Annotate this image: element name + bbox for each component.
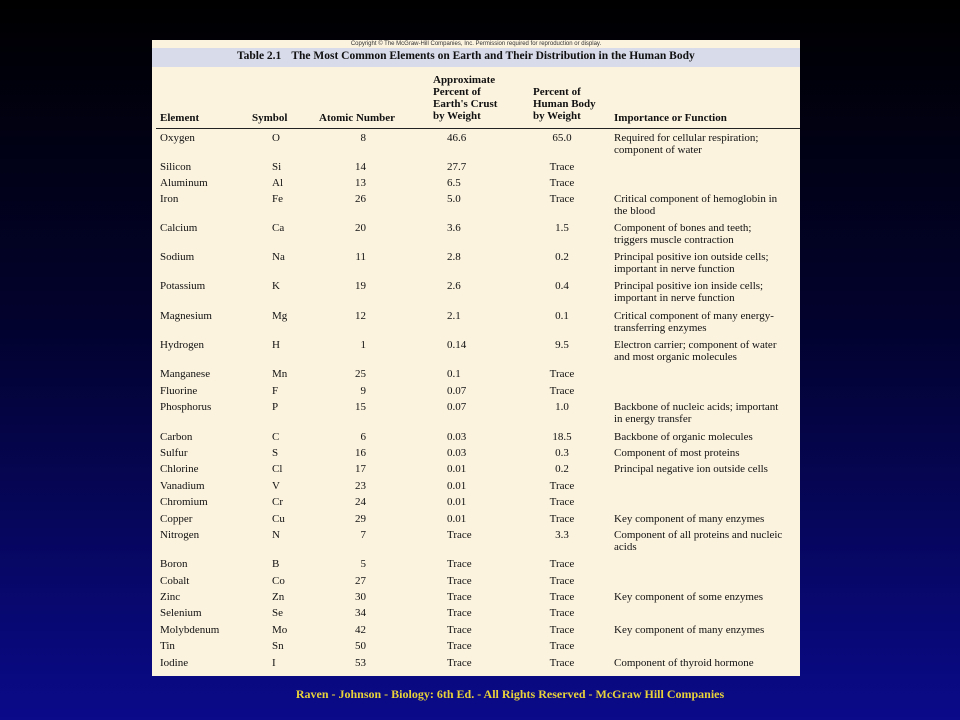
cell-element: Iodine: [160, 657, 189, 669]
cell-function: Principal negative ion outside cells: [614, 463, 768, 475]
column-header-earth-crust: Approximate Percent of Earth's Crust by Weight: [433, 74, 498, 122]
slide-footer: Raven - Johnson - Biology: 6th Ed. - All Rights Reserved - McGraw Hill Companies: [295, 687, 725, 701]
cell-element: Zinc: [160, 591, 181, 603]
cell-symbol: Sn: [272, 640, 284, 652]
cell-element: Tin: [160, 640, 175, 652]
cell-human-body: 0.3: [555, 447, 569, 459]
cell-symbol: B: [272, 558, 280, 570]
cell-atomic-number: 50: [355, 640, 366, 652]
cell-human-body: Trace: [549, 657, 575, 669]
cell-atomic-number: 19: [355, 280, 366, 292]
cell-symbol: Cl: [272, 463, 283, 475]
cell-symbol: P: [272, 401, 279, 413]
cell-function: Component of all proteins and nucleic acids: [614, 529, 783, 553]
cell-element: Copper: [160, 513, 193, 525]
cell-element: Potassium: [160, 280, 206, 292]
cell-earth-crust: 2.8: [447, 251, 461, 263]
cell-element: Cobalt: [160, 575, 190, 587]
cell-element: Oxygen: [160, 132, 195, 144]
cell-element: Silicon: [160, 161, 192, 173]
cell-function: Key component of many enzymes: [614, 624, 765, 636]
cell-earth-crust: 46.6: [447, 132, 467, 144]
cell-function: Critical component of many energy- transferring enzymes: [614, 310, 774, 334]
table-title: [237, 50, 695, 62]
cell-atomic-number: 17: [355, 463, 366, 475]
cell-atomic-number: 27: [355, 575, 366, 587]
column-header-symbol: Symbol: [252, 112, 288, 124]
cell-element: Aluminum: [160, 177, 208, 189]
cell-human-body: 0.1: [555, 310, 569, 322]
cell-symbol: K: [272, 280, 280, 292]
cell-function: Principal positive ion outside cells; important in nerve function: [614, 251, 769, 275]
cell-earth-crust: Trace: [447, 591, 472, 603]
cell-human-body: Trace: [549, 368, 575, 380]
cell-atomic-number: 42: [355, 624, 366, 636]
cell-earth-crust: 0.01: [447, 480, 467, 492]
header-rule: [156, 128, 800, 129]
cell-earth-crust: 27.7: [447, 161, 467, 173]
cell-symbol: Mg: [272, 310, 288, 322]
cell-element: Sulfur: [160, 447, 188, 459]
copyright-notice: Copyright © The McGraw-Hill Companies, Inc. Permission required for reproduction or display.: [350, 41, 602, 47]
cell-element: Fluorine: [160, 385, 198, 397]
cell-human-body: Trace: [549, 385, 575, 397]
cell-atomic-number: 9: [360, 385, 366, 397]
cell-human-body: Trace: [549, 607, 575, 619]
cell-element: Boron: [160, 558, 188, 570]
cell-human-body: Trace: [549, 640, 575, 652]
cell-atomic-number: 24: [355, 496, 366, 508]
table-image: [152, 40, 800, 676]
cell-atomic-number: 5: [360, 558, 366, 570]
cell-earth-crust: 5.0: [447, 193, 461, 205]
cell-function: Key component of many enzymes: [614, 513, 765, 525]
cell-atomic-number: 30: [355, 591, 366, 603]
cell-human-body: 1.0: [555, 401, 569, 413]
cell-earth-crust: 6.5: [447, 177, 461, 189]
cell-atomic-number: 25: [355, 368, 366, 380]
cell-human-body: 1.5: [555, 222, 569, 234]
cell-element: Sodium: [160, 251, 195, 263]
cell-human-body: Trace: [549, 624, 575, 636]
cell-element: Chromium: [160, 496, 208, 508]
cell-human-body: 9.5: [555, 339, 569, 351]
cell-element: Hydrogen: [160, 339, 204, 351]
cell-earth-crust: 0.1: [447, 368, 461, 380]
cell-human-body: 3.3: [555, 529, 569, 541]
cell-earth-crust: 0.14: [447, 339, 467, 351]
cell-earth-crust: Trace: [447, 529, 472, 541]
cell-element: Molybdenum: [160, 624, 220, 636]
cell-element: Vanadium: [160, 480, 205, 492]
cell-symbol: Al: [272, 177, 283, 189]
cell-function: Backbone of organic molecules: [614, 431, 753, 443]
cell-earth-crust: 2.6: [447, 280, 461, 292]
cell-human-body: Trace: [549, 161, 575, 173]
cell-human-body: 65.0: [552, 132, 572, 144]
cell-earth-crust: Trace: [447, 558, 472, 570]
cell-symbol: N: [272, 529, 280, 541]
cell-earth-crust: 0.01: [447, 463, 467, 475]
cell-symbol: V: [272, 480, 280, 492]
cell-human-body: 0.2: [555, 251, 569, 263]
cell-symbol: S: [272, 447, 279, 459]
cell-earth-crust: 0.03: [447, 431, 467, 443]
cell-function: Critical component of hemoglobin in the blood: [614, 193, 778, 217]
cell-human-body: Trace: [549, 480, 575, 492]
cell-symbol: O: [272, 132, 280, 144]
cell-symbol: Cr: [272, 496, 283, 508]
cell-earth-crust: 0.01: [447, 496, 467, 508]
cell-human-body: Trace: [549, 496, 575, 508]
cell-atomic-number: 26: [355, 193, 366, 205]
cell-atomic-number: 11: [355, 251, 366, 263]
cell-atomic-number: 13: [355, 177, 366, 189]
cell-element: Phosphorus: [160, 401, 212, 413]
cell-atomic-number: 7: [360, 529, 366, 541]
cell-human-body: 0.2: [555, 463, 569, 475]
cell-symbol: Ca: [272, 222, 285, 234]
cell-symbol: C: [272, 431, 280, 443]
cell-atomic-number: 34: [355, 607, 366, 619]
cell-human-body: Trace: [549, 513, 575, 525]
cell-earth-crust: Trace: [447, 624, 472, 636]
cell-element: Manganese: [160, 368, 211, 380]
cell-function: Required for cellular respiration; component of water: [614, 132, 759, 156]
cell-atomic-number: 20: [355, 222, 366, 234]
column-header-function: Importance or Function: [614, 112, 727, 124]
cell-symbol: Si: [272, 161, 282, 173]
cell-human-body: Trace: [549, 591, 575, 603]
cell-symbol: F: [272, 385, 279, 397]
cell-symbol: Zn: [272, 591, 285, 603]
cell-atomic-number: 29: [355, 513, 366, 525]
cell-atomic-number: 14: [355, 161, 366, 173]
cell-symbol: Se: [272, 607, 283, 619]
cell-atomic-number: 6: [360, 431, 366, 443]
cell-atomic-number: 23: [355, 480, 366, 492]
cell-symbol: I: [272, 657, 276, 669]
table-number: Table 2.1: [237, 50, 282, 62]
cell-human-body: Trace: [549, 558, 575, 570]
table-title-text: The Most Common Elements on Earth and Their Distribution in the Human Body: [291, 50, 695, 62]
cell-function: Principal positive ion inside cells; important in nerve function: [614, 280, 764, 304]
cell-earth-crust: 0.01: [447, 513, 467, 525]
cell-function: Electron carrier; component of water and most organic molecules: [614, 339, 777, 363]
cell-symbol: Na: [272, 251, 285, 263]
cell-symbol: Mn: [272, 368, 288, 380]
cell-earth-crust: Trace: [447, 657, 472, 669]
cell-human-body: Trace: [549, 575, 575, 587]
cell-symbol: Mo: [272, 624, 288, 636]
cell-human-body: 18.5: [552, 431, 572, 443]
cell-atomic-number: 53: [355, 657, 366, 669]
cell-symbol: H: [272, 339, 280, 351]
cell-earth-crust: 2.1: [447, 310, 461, 322]
cell-element: Chlorine: [160, 463, 199, 475]
cell-earth-crust: 0.07: [447, 401, 467, 413]
cell-earth-crust: 0.03: [447, 447, 467, 459]
cell-element: Calcium: [160, 222, 198, 234]
cell-human-body: 0.4: [555, 280, 569, 292]
cell-element: Selenium: [160, 607, 202, 619]
cell-function: Component of thyroid hormone: [614, 657, 754, 669]
cell-earth-crust: Trace: [447, 575, 472, 587]
column-header-atomic-number: Atomic Number: [319, 112, 396, 124]
cell-earth-crust: 3.6: [447, 222, 461, 234]
cell-function: Component of most proteins: [614, 447, 740, 459]
cell-element: Nitrogen: [160, 529, 200, 541]
cell-function: Backbone of nucleic acids; important in energy transfer: [614, 401, 779, 425]
cell-human-body: Trace: [549, 177, 575, 189]
cell-atomic-number: 16: [355, 447, 366, 459]
cell-earth-crust: Trace: [447, 607, 472, 619]
cell-symbol: Fe: [272, 193, 283, 205]
cell-atomic-number: 1: [360, 339, 366, 351]
cell-symbol: Co: [272, 575, 285, 587]
cell-function: Component of bones and teeth; triggers muscle contraction: [614, 222, 752, 246]
cell-human-body: Trace: [549, 193, 575, 205]
cell-atomic-number: 15: [355, 401, 366, 413]
cell-earth-crust: 0.07: [447, 385, 467, 397]
cell-function: Key component of some enzymes: [614, 591, 764, 603]
cell-atomic-number: 12: [355, 310, 366, 322]
column-header-human-body: Percent of Human Body by Weight: [533, 86, 596, 122]
cell-element: Magnesium: [160, 310, 212, 322]
column-header-element: Element: [160, 112, 200, 124]
cell-element: Carbon: [160, 431, 193, 443]
cell-earth-crust: Trace: [447, 640, 472, 652]
cell-symbol: Cu: [272, 513, 285, 525]
cell-atomic-number: 8: [360, 132, 366, 144]
cell-element: Iron: [160, 193, 179, 205]
